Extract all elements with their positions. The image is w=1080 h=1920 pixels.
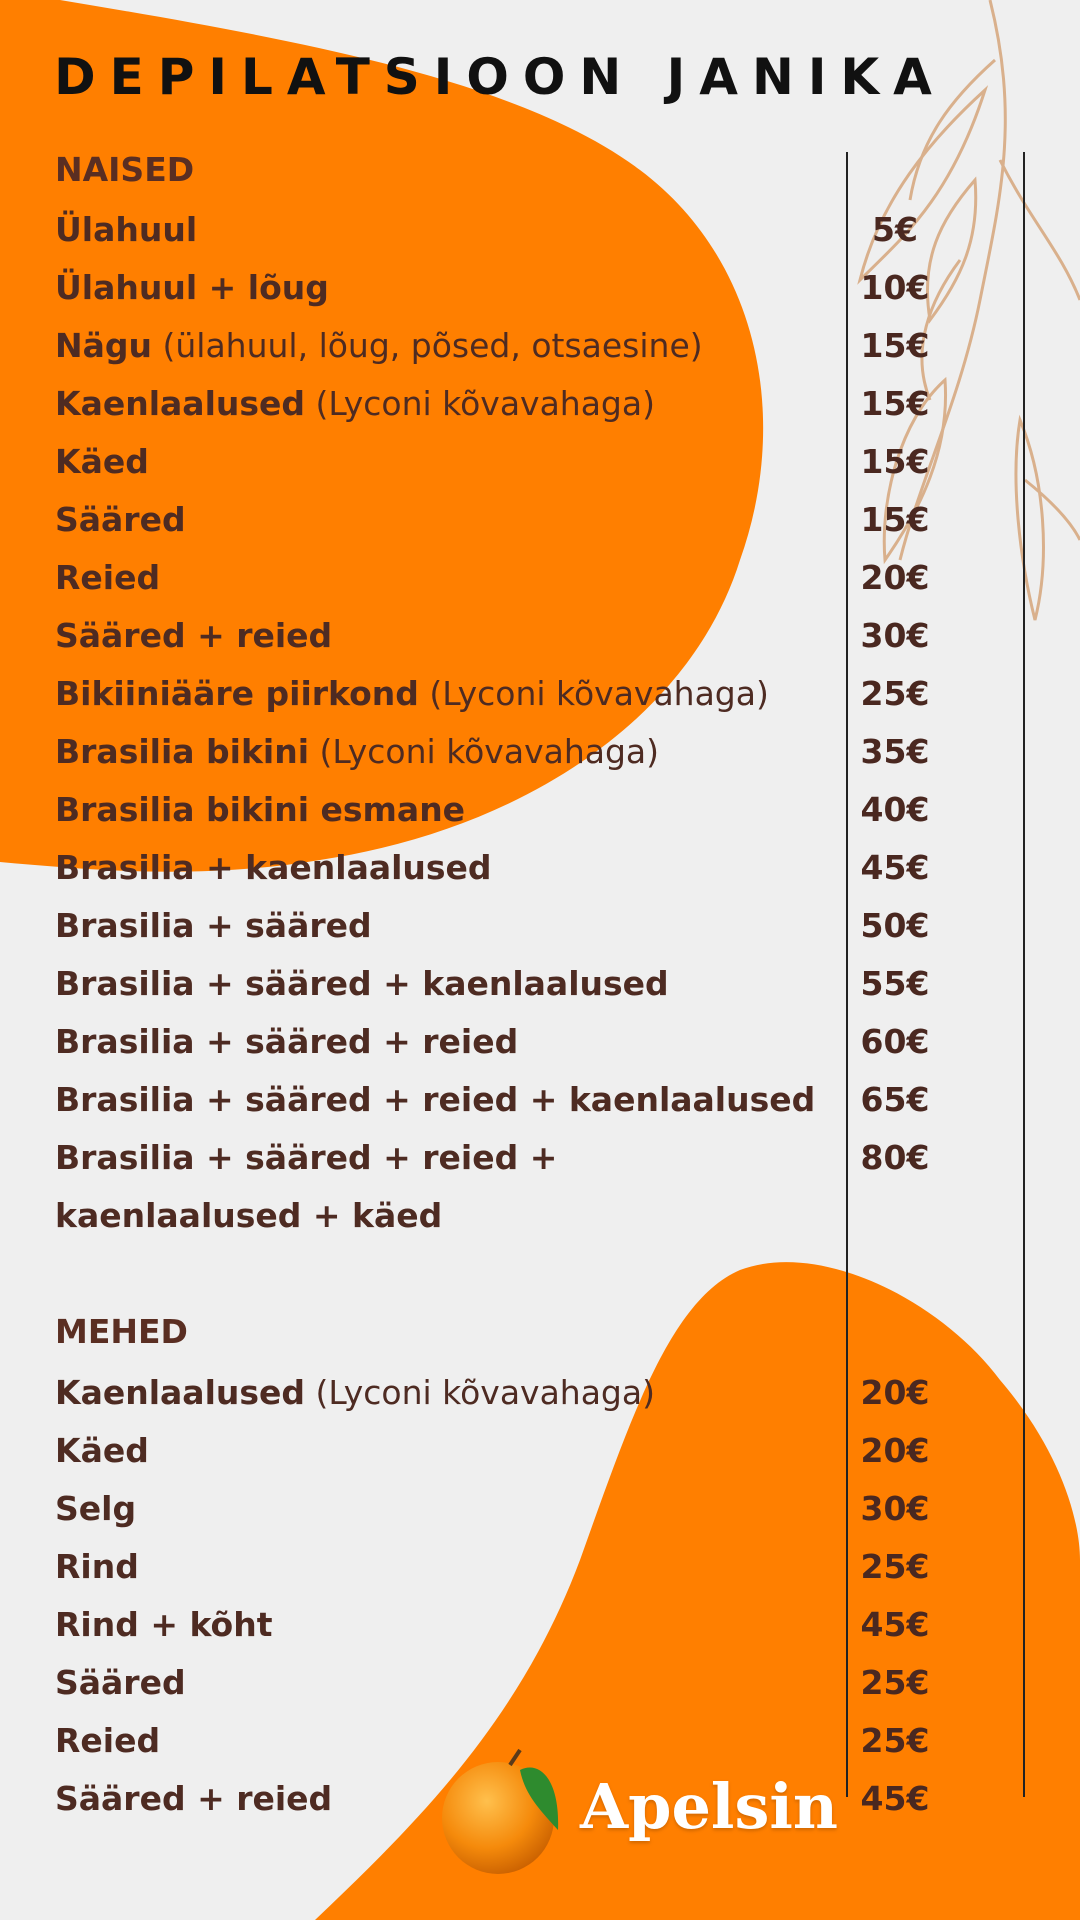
service-price: 45€: [860, 1779, 930, 1818]
service-name: Brasilia + sääred + reied + kaenlaalused + käed: [55, 1138, 558, 1235]
service-price: 30€: [860, 616, 930, 655]
price-row: [55, 1071, 975, 1129]
price-row: [55, 1364, 975, 1422]
service-name: Brasilia bikini (Lyconi kõvavahaga): [55, 732, 659, 771]
service-price: 45€: [860, 848, 930, 887]
service-name: Brasilia + sääred + reied + kaenlaalused: [55, 1080, 816, 1119]
service-name: Rind: [55, 1547, 139, 1586]
price-row: [55, 1538, 975, 1596]
service-name: Sääred + reied: [55, 616, 333, 655]
logo-text: Apelsin: [580, 1770, 838, 1843]
service-name: Brasilia + sääred + reied: [55, 1022, 519, 1061]
price-row: [55, 201, 975, 259]
service-price: 50€: [860, 906, 930, 945]
section-heading-naised: NAISED: [55, 150, 195, 189]
price-row: [55, 317, 975, 375]
service-price: 20€: [860, 558, 930, 597]
service-price: 15€: [860, 500, 930, 539]
service-price: 55€: [860, 964, 930, 1003]
service-name: Sääred: [55, 500, 186, 539]
service-name: Kaenlaalused (Lyconi kõvavahaga): [55, 384, 655, 423]
service-price: 25€: [860, 1663, 930, 1702]
service-price: 20€: [860, 1431, 930, 1470]
service-price: 65€: [860, 1080, 930, 1119]
page-title: DEPILATSIOON JANIKA: [54, 48, 946, 106]
service-name: Brasilia + sääred: [55, 906, 372, 945]
service-name: Sääred + reied: [55, 1779, 333, 1818]
service-name: Bikiiniääre piirkond (Lyconi kõvavahaga): [55, 674, 769, 713]
service-price: 35€: [860, 732, 930, 771]
price-row: [55, 897, 975, 955]
service-price: 25€: [860, 1547, 930, 1586]
service-name: Brasilia bikini esmane: [55, 790, 466, 829]
service-name: Ülahuul + lõug: [55, 268, 329, 307]
price-row: [55, 1596, 975, 1654]
price-row: [55, 259, 975, 317]
price-row: [55, 665, 975, 723]
service-name: Selg: [55, 1489, 137, 1528]
price-row: [55, 549, 975, 607]
price-row: [55, 491, 975, 549]
service-name: Rind + kõht: [55, 1605, 273, 1644]
price-row: [55, 781, 975, 839]
price-row: [55, 1480, 975, 1538]
section-heading-mehed: MEHED: [55, 1312, 188, 1351]
service-name: Käed: [55, 442, 149, 481]
service-name: Brasilia + kaenlaalused: [55, 848, 492, 887]
price-row: [55, 1013, 975, 1071]
service-price: 15€: [860, 326, 930, 365]
service-price: 15€: [860, 384, 930, 423]
service-price: 25€: [860, 674, 930, 713]
service-price: 40€: [860, 790, 930, 829]
service-name: Brasilia + sääred + kaenlaalused: [55, 964, 669, 1003]
service-price: 10€: [860, 268, 930, 307]
service-price: 60€: [860, 1022, 930, 1061]
price-row: [55, 1654, 975, 1712]
price-row: [55, 1422, 975, 1480]
service-name: Nägu (ülahuul, lõug, põsed, otsaesine): [55, 326, 703, 365]
service-name: Reied: [55, 558, 161, 597]
service-price: 30€: [860, 1489, 930, 1528]
price-row: [55, 839, 975, 897]
price-row: [55, 607, 975, 665]
service-price: 20€: [860, 1373, 930, 1412]
service-price: 15€: [860, 442, 930, 481]
service-name: Ülahuul: [55, 210, 198, 249]
service-price: 80€: [860, 1138, 930, 1177]
service-name: Reied: [55, 1721, 161, 1760]
price-row: [55, 955, 975, 1013]
service-name: Käed: [55, 1431, 149, 1470]
service-name: Kaenlaalused (Lyconi kõvavahaga): [55, 1373, 655, 1412]
divider-right: [1023, 152, 1025, 1797]
service-price: 45€: [860, 1605, 930, 1644]
price-row: [55, 723, 975, 781]
service-price: 5€: [872, 210, 918, 249]
service-price: 25€: [860, 1721, 930, 1760]
service-name: Sääred: [55, 1663, 186, 1702]
price-row: [55, 1129, 975, 1245]
price-row: [55, 433, 975, 491]
price-row: [55, 375, 975, 433]
